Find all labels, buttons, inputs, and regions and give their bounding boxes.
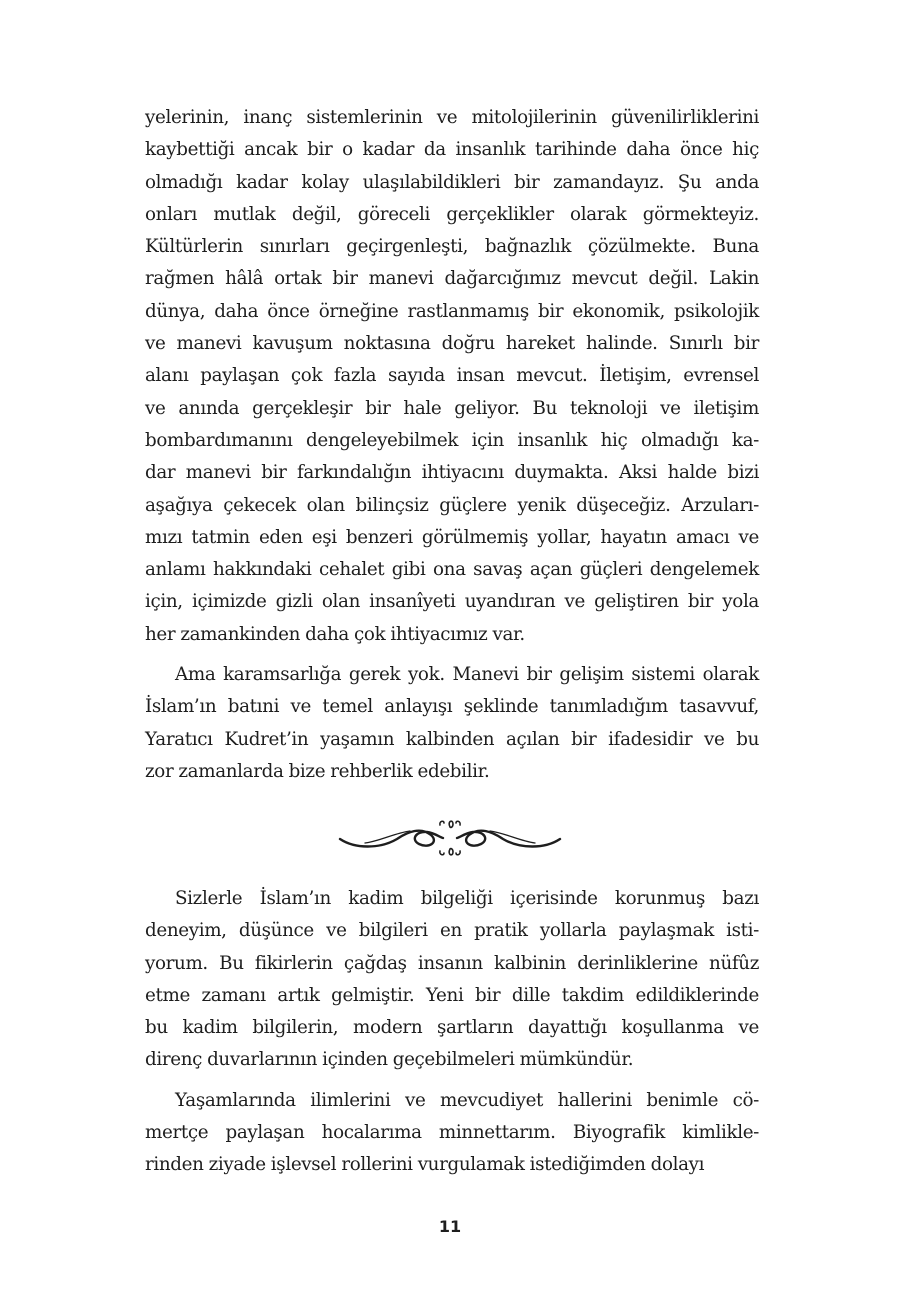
page-number: 11: [438, 1217, 462, 1236]
text-line: için, içimizde gizli olan insanîyeti uyandıran ve geliştiren bir yola: [145, 591, 759, 613]
text-line: onları mutlak değil, göreceli gerçeklikler olarak görmekteyiz.: [145, 203, 759, 225]
text-line: bombardımanını dengeleyebilmek için insanlık hiç olmadığı ka-: [145, 429, 759, 451]
text-line: anlamı hakkındaki cehalet gibi ona savaş açan güçleri dengelemek: [145, 559, 759, 581]
text-line: Kültürlerin sınırları geçirgenleşti, bağnazlık çözülmekte. Buna: [145, 236, 759, 258]
text-line: Sizlerle İslam’ın kadim bilgeliği içerisinde korunmuş bazı: [175, 888, 759, 909]
text-line: etme zamanı artık gelmiştir. Yeni bir dille takdim edildiklerinde: [145, 984, 759, 1006]
text-line: bu kadim bilgilerin, modern şartların dayattığı koşullanma ve: [145, 1017, 759, 1039]
text-line: dünya, daha önce örneğine rastlanmamış bir ekonomik, psikolojik: [145, 300, 759, 322]
text-line: alanı paylaşan çok fazla sayıda insan mevcut. İletişim, evrensel: [145, 365, 759, 387]
text-line: mızı tatmin eden eşi benzeri görülmemiş yollar, hayatın amacı ve: [145, 526, 759, 548]
text-line: yelerinin, inanç sistemlerinin ve mitolojilerinin güvenilirliklerini: [145, 107, 759, 128]
text-line: Ama karamsarlığa gerek yok. Manevi bir gelişim sistemi olarak: [175, 664, 759, 686]
text-line: İslam’ın batıni ve temel anlayışı şeklinde tanımladığım tasavvuf,: [145, 696, 759, 718]
text-line: olmadığı kadar kolay ulaşılabildikleri bir zamandayız. Şu anda: [145, 171, 759, 193]
text-line: dar manevi bir farkındalığın ihtiyacını duymakta. Aksi halde bizi: [145, 462, 759, 484]
text-line: ve anında gerçekleşir bir hale geliyor. Bu teknoloji ve iletişim: [145, 397, 759, 419]
text-line: ve manevi kavuşum noktasına doğru hareket halinde. Sınırlı bir: [145, 333, 759, 355]
text-line: yorum. Bu fikirlerin çağdaş insanın kalbinin derinliklerine nüfûz: [145, 952, 759, 974]
text-line: Yaratıcı Kudret’in yaşamın kalbinden açılan bir ifadesidir ve bu: [145, 728, 759, 750]
text-line: deneyim, düşünce ve bilgileri en pratik yollarla paylaşmak isti-: [145, 920, 759, 942]
text-line: rinden ziyade işlevsel rollerini vurgulamak istediğimden dolayı: [145, 1154, 705, 1176]
paragraph-3: [145, 883, 759, 1077]
text-line: kaybettiği ancak bir o kadar da insanlık tarihinde daha önce hiç: [145, 139, 759, 161]
page-body-2: [145, 883, 759, 1182]
paragraph-4: [145, 1085, 759, 1182]
text-line: aşağıya çekecek olan bilinçsiz güçlere yenik düşeceğiz. Arzuları-: [145, 494, 759, 516]
text-line: zor zamanlarda bize rehberlik edebilir.: [145, 760, 490, 782]
text-line: direnç duvarlarının içinden geçebilmeleri mümkündür.: [145, 1049, 634, 1071]
scroll-flourish-icon: [335, 815, 565, 861]
page-body: [145, 102, 759, 788]
text-line: Yaşamlarında ilimlerini ve mevcudiyet hallerini benimle cö-: [175, 1089, 759, 1111]
text-line: mertçe paylaşan hocalarıma minnettarım. Biyografik kimlikle-: [145, 1122, 759, 1144]
text-line: her zamankinden daha çok ihtiyacımız var.: [145, 623, 525, 645]
paragraph-2: [145, 659, 759, 788]
paragraph-1: [145, 102, 759, 651]
text-line: rağmen hâlâ ortak bir manevi dağarcığımız mevcut değil. Lakin: [145, 268, 759, 290]
